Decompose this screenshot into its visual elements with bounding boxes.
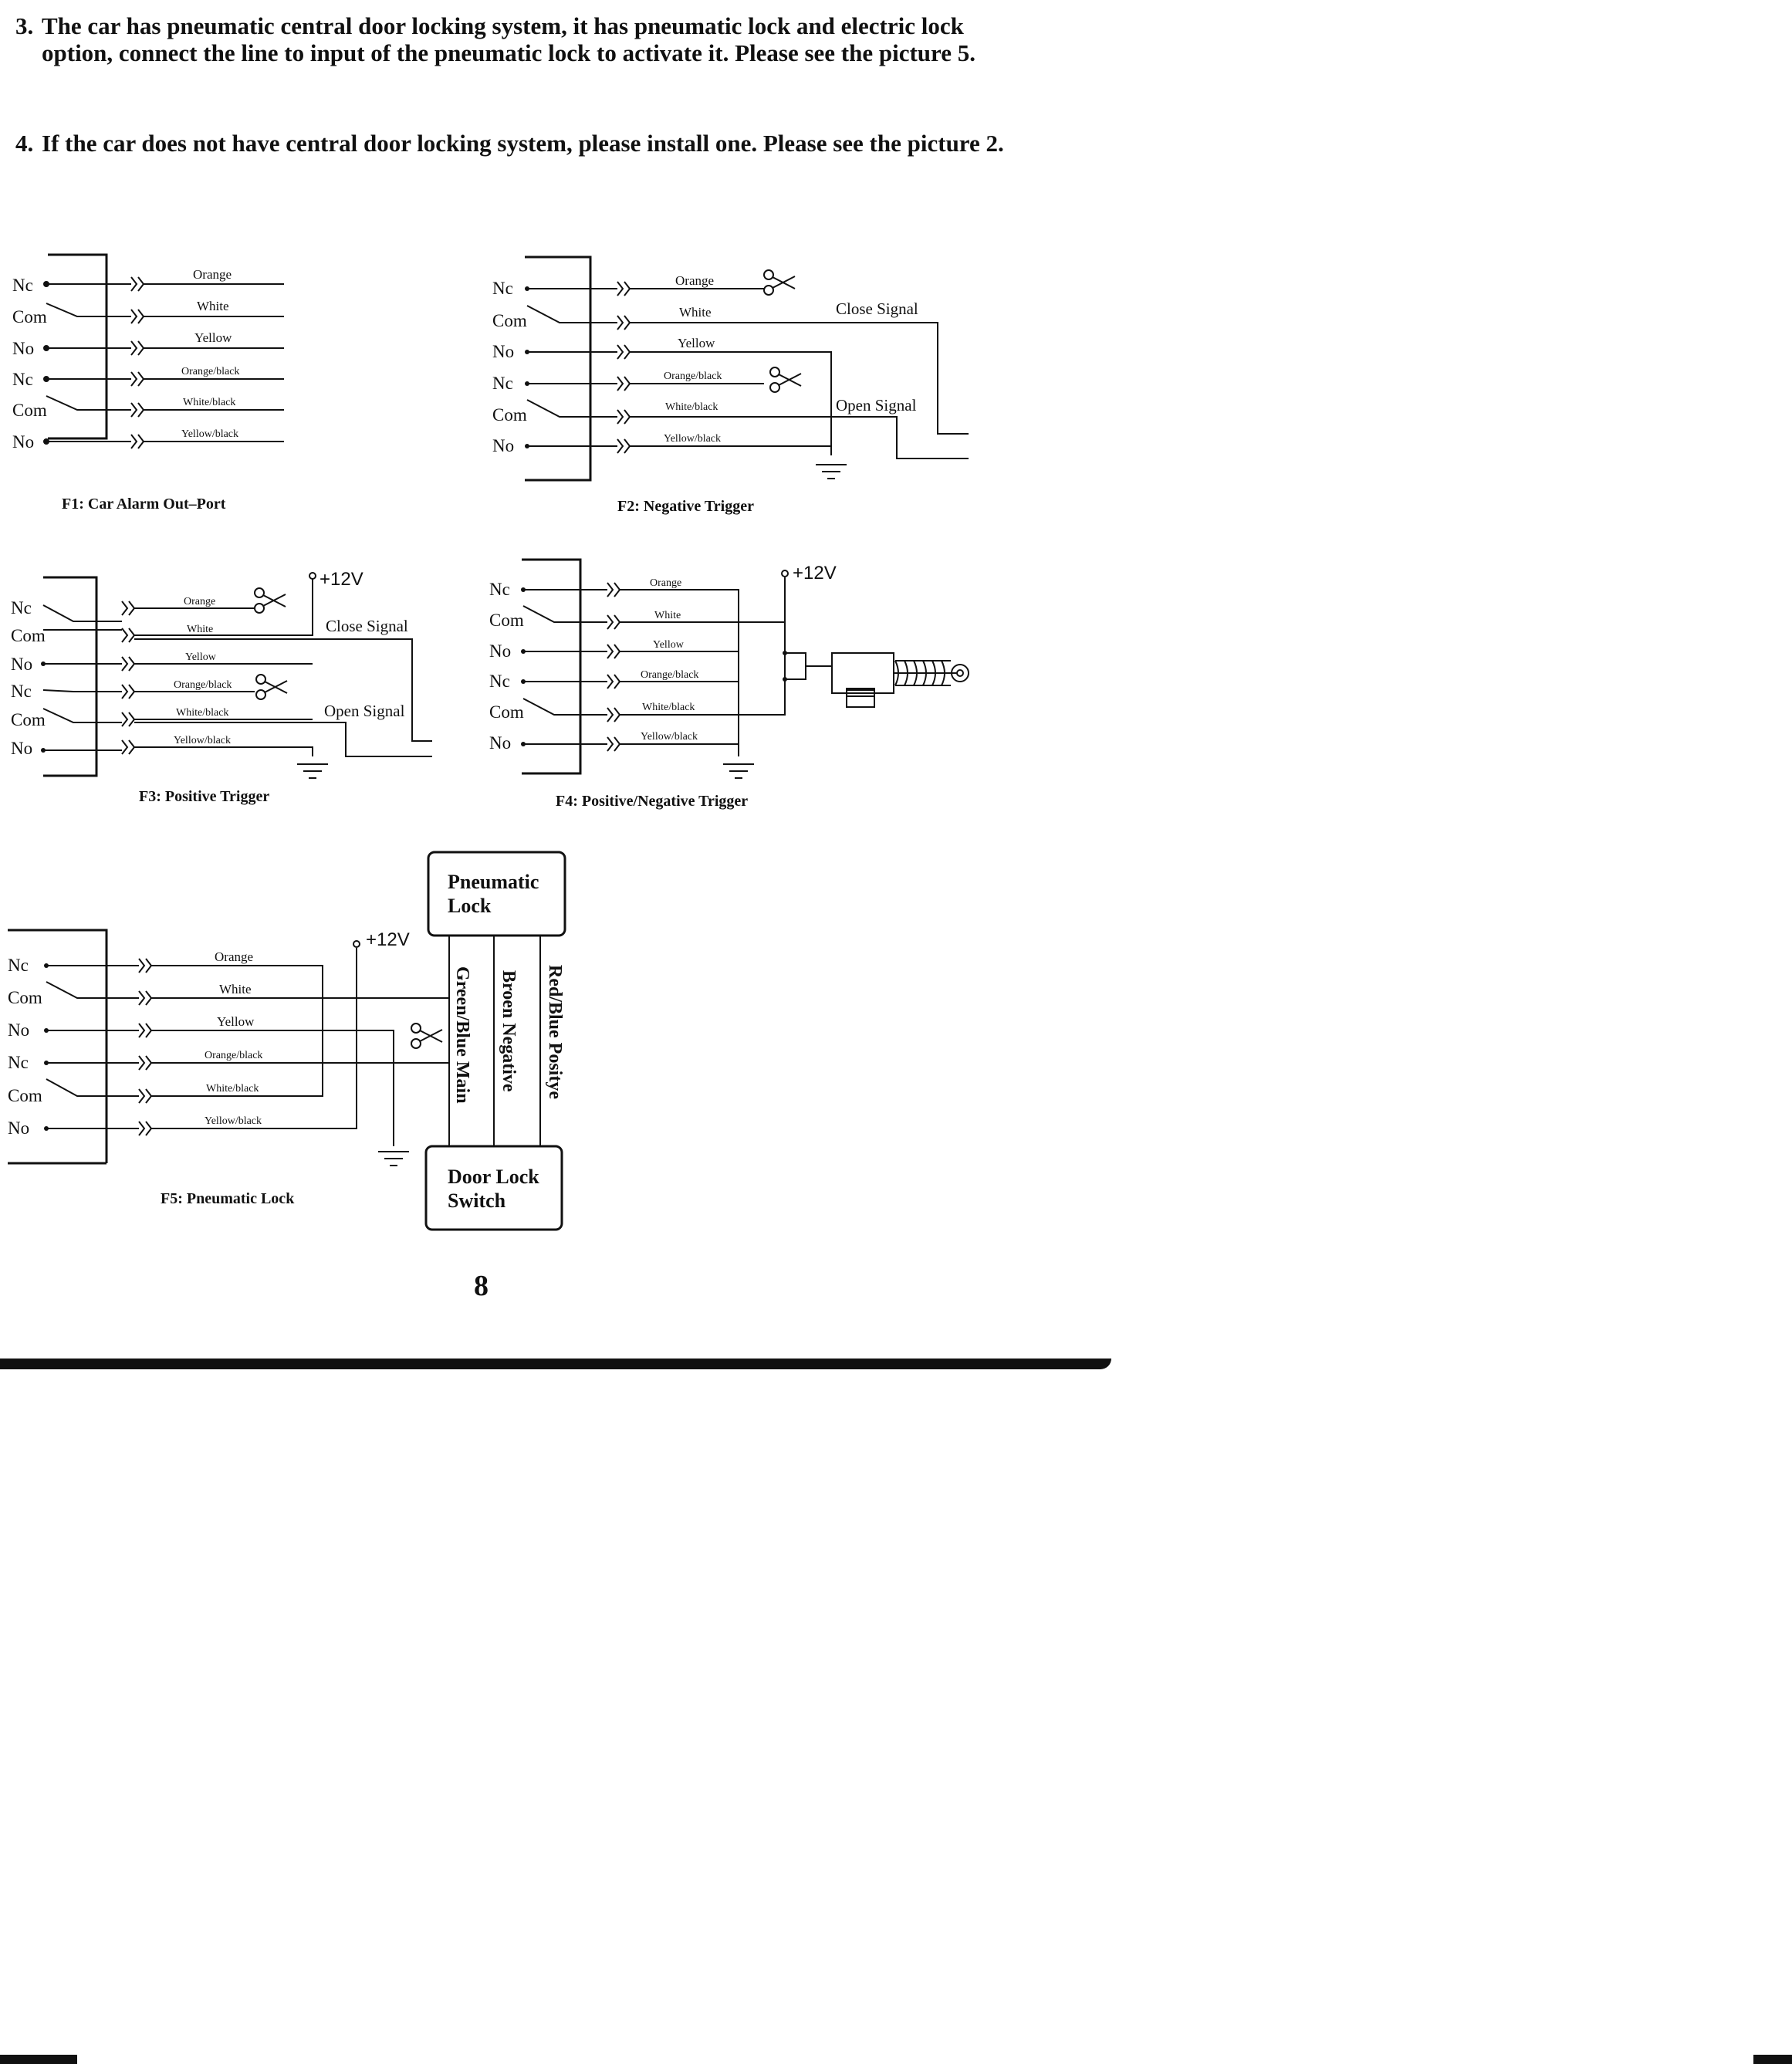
wire-label: Orange bbox=[650, 577, 682, 589]
f2-open-signal: Open Signal bbox=[836, 396, 917, 414]
figure-f3 bbox=[11, 569, 432, 805]
wire-label: Orange bbox=[215, 949, 254, 964]
f5-supply-label: +12V bbox=[366, 929, 410, 950]
f2-close-signal: Close Signal bbox=[836, 299, 918, 318]
pin-label: No bbox=[492, 436, 515, 455]
pin-label: Nc bbox=[8, 1053, 29, 1072]
wire-label: Yellow bbox=[217, 1014, 255, 1029]
wire-label: Orange/black bbox=[205, 1050, 263, 1061]
instruction-4-number: 4. bbox=[15, 130, 34, 157]
f5-relay-pins bbox=[8, 956, 42, 1138]
f4-caption: F4: Positive/Negative Trigger bbox=[556, 793, 749, 810]
wire-label: Orange/black bbox=[641, 669, 699, 681]
wire-label: White/black bbox=[206, 1083, 259, 1095]
pin-label: Nc bbox=[492, 279, 513, 298]
pin-label: Com bbox=[489, 611, 524, 630]
figure-f5 bbox=[8, 852, 565, 1230]
figure-f2 bbox=[492, 257, 969, 515]
pin-label: Nc bbox=[8, 956, 29, 975]
door-lock-switch-box bbox=[426, 1146, 562, 1230]
f3-close-signal: Close Signal bbox=[326, 617, 408, 635]
wire-label: Orange/black bbox=[174, 679, 232, 691]
lock-actuator bbox=[806, 653, 969, 707]
scan-corner-mark-left bbox=[0, 2055, 77, 2064]
wire-label: White bbox=[197, 299, 229, 313]
pin-label: Nc bbox=[12, 370, 33, 389]
wire-green-blue-label: Green/Blue Main bbox=[452, 966, 472, 1104]
f3-relay-pins bbox=[11, 598, 46, 758]
instruction-3 bbox=[15, 12, 1019, 66]
f2-caption: F2: Negative Trigger bbox=[617, 498, 754, 515]
wire-label: Orange bbox=[184, 596, 216, 607]
f3-caption: F3: Positive Trigger bbox=[139, 788, 270, 805]
wire-label: Yellow bbox=[194, 330, 232, 345]
wire-label: Yellow bbox=[678, 336, 715, 350]
wire-label: Orange bbox=[675, 273, 715, 288]
pin-label: Com bbox=[489, 702, 524, 722]
instruction-4 bbox=[15, 130, 1019, 157]
door-lock-switch-line2: Switch bbox=[448, 1189, 506, 1212]
wire-label: White/black bbox=[183, 397, 236, 408]
pin-label: No bbox=[8, 1020, 30, 1040]
f2-wire-labels bbox=[664, 273, 722, 445]
pin-label: Com bbox=[8, 988, 42, 1007]
f1-relay-pins bbox=[12, 276, 47, 452]
instruction-3-number: 3. bbox=[15, 12, 34, 39]
page-number: 8 bbox=[474, 1270, 489, 1302]
pin-label: No bbox=[489, 641, 512, 661]
f3-supply-label: +12V bbox=[320, 569, 363, 590]
f3-open-signal: Open Signal bbox=[324, 702, 405, 720]
wire-label: White bbox=[654, 610, 681, 621]
wiring-diagrams bbox=[0, 232, 1111, 1328]
f2-relay-pins bbox=[492, 279, 527, 455]
pin-label: Com bbox=[8, 1086, 42, 1105]
pin-label: No bbox=[8, 1118, 30, 1138]
pin-label: Com bbox=[12, 307, 47, 327]
wire-label: Orange/black bbox=[664, 371, 722, 382]
scan-corner-mark-right bbox=[1753, 2055, 1792, 2064]
pin-label: No bbox=[11, 655, 33, 674]
pneumatic-lock-line1: Pneumatic bbox=[448, 871, 539, 893]
pin-label: Nc bbox=[11, 598, 32, 618]
pin-label: No bbox=[12, 432, 35, 452]
wire-label: White/black bbox=[665, 401, 718, 413]
pin-label: Nc bbox=[12, 276, 33, 295]
wire-label: Yellow/black bbox=[664, 433, 722, 445]
instruction-4-text: If the car does not have central door locking system, please install one. Please see the picture 2. bbox=[42, 130, 1004, 157]
page-bottom-rule bbox=[0, 1359, 1111, 1369]
pin-label: Com bbox=[492, 405, 527, 425]
pin-label: Com bbox=[492, 311, 527, 330]
wire-label: Yellow/black bbox=[174, 735, 232, 746]
pin-label: No bbox=[489, 733, 512, 753]
wire-label: White bbox=[679, 305, 712, 320]
wire-broen-label: Broen Negative bbox=[499, 970, 519, 1092]
pin-label: No bbox=[12, 339, 35, 358]
pin-label: Com bbox=[11, 626, 46, 645]
pin-label: Nc bbox=[11, 682, 32, 701]
pin-label: Com bbox=[11, 710, 46, 729]
figure-f1 bbox=[12, 255, 284, 513]
wire-label: Orange bbox=[193, 267, 232, 282]
instruction-3-text: The car has pneumatic central door locking system, it has pneumatic lock and electric lock option, connect the line to input of the pneumatic lock to activate it. Please see the picture 5. bbox=[42, 12, 975, 66]
pin-label: Nc bbox=[489, 672, 510, 691]
wire-label: White bbox=[187, 624, 214, 635]
f5-caption: F5: Pneumatic Lock bbox=[161, 1190, 295, 1207]
pin-label: Com bbox=[12, 401, 47, 420]
figure-f4 bbox=[489, 560, 969, 810]
pneumatic-lock-box bbox=[428, 852, 565, 936]
f5-wire-labels bbox=[205, 949, 262, 1127]
f1-wire-labels bbox=[181, 267, 239, 440]
f4-supply-label: +12V bbox=[793, 563, 837, 584]
wire-label: Yellow/black bbox=[641, 731, 698, 743]
wire-label: Yellow/black bbox=[181, 428, 239, 440]
f4-relay-pins bbox=[489, 580, 524, 753]
pin-label: Nc bbox=[492, 374, 513, 393]
pneumatic-lock-line2: Lock bbox=[448, 895, 492, 917]
wire-label: Yellow bbox=[185, 651, 216, 663]
f3-wire-labels bbox=[174, 596, 232, 746]
wire-label: Orange/black bbox=[181, 366, 240, 377]
wire-label: White/black bbox=[176, 707, 229, 719]
wire-label: White bbox=[219, 982, 252, 996]
wire-label: Yellow/black bbox=[205, 1115, 262, 1127]
pin-label: No bbox=[492, 342, 515, 361]
f4-wire-labels bbox=[641, 577, 698, 743]
pin-label: No bbox=[11, 739, 33, 758]
pin-label: Nc bbox=[489, 580, 510, 599]
f1-caption: F1: Car Alarm Out–Port bbox=[62, 496, 226, 513]
wire-red-blue-label: Red/Blue Positye bbox=[545, 965, 565, 1099]
wire-label: Yellow bbox=[653, 639, 684, 651]
door-lock-switch-line1: Door Lock bbox=[448, 1166, 539, 1188]
wire-label: White/black bbox=[642, 702, 695, 713]
